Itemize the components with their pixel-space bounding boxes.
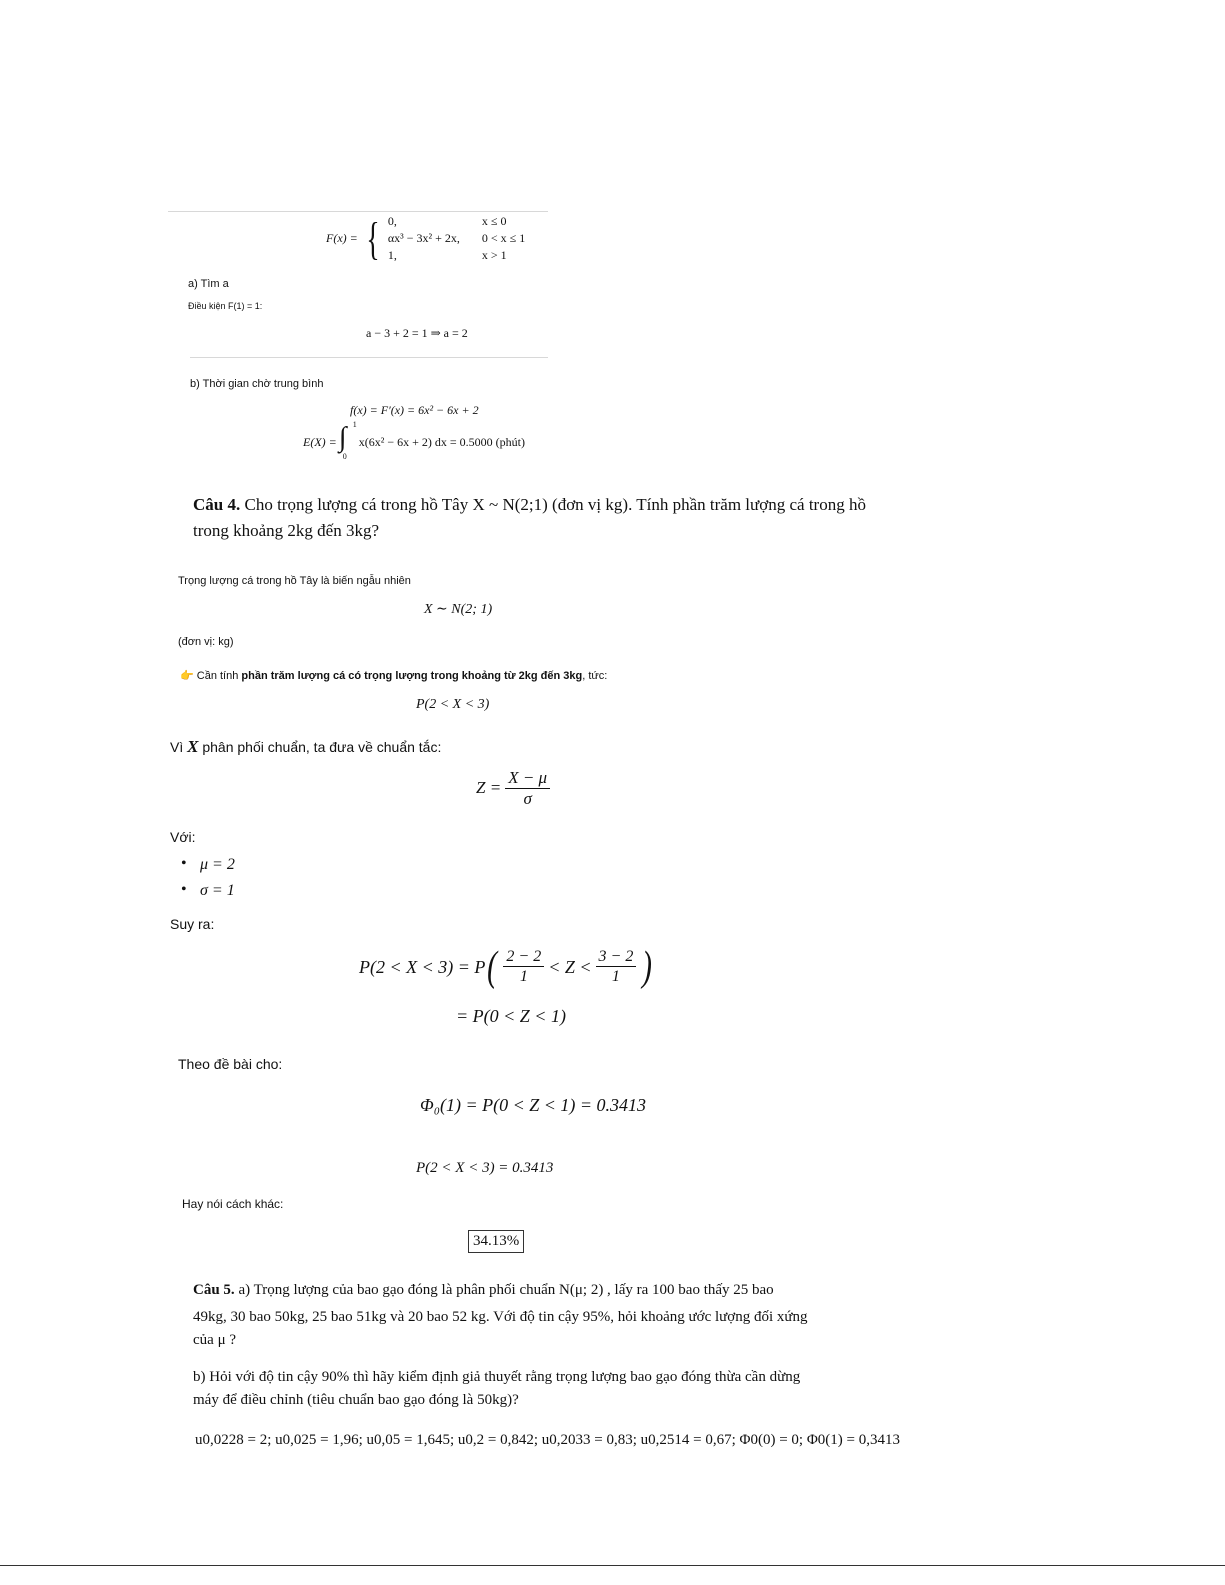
z-denominator: σ [523, 788, 532, 808]
need-compute-line [180, 669, 607, 682]
with-label: Với: [170, 829, 196, 845]
cdf-piecewise [326, 214, 525, 263]
expectation-rhs: x(6x² − 6x + 2) dx = 0.5000 (phút) [358, 434, 525, 449]
part-a-condition: Điều kiện F(1) = 1: [188, 301, 263, 311]
part-b-title: b) Thời gian chờ trung bình [190, 378, 324, 390]
fraction-lower [503, 948, 544, 987]
fraction-lower-den: 1 [519, 968, 528, 986]
case-expr: 0, [387, 214, 397, 228]
standardized-probability [359, 946, 654, 988]
distribution-formula: X ∼ N(2; 1) [424, 602, 493, 617]
z-lhs: Z = [476, 778, 502, 798]
target-probability: P(2 < X < 3) [416, 697, 490, 712]
left-paren: ( [487, 944, 498, 990]
left-brace: { [366, 212, 380, 264]
question-4-label: Câu 4. [193, 495, 241, 514]
section-divider [190, 357, 548, 358]
integral-upper: 1 [352, 420, 357, 429]
cdf-lhs: F(x) = [326, 231, 358, 245]
final-percent: 34.13% [468, 1230, 524, 1253]
part-a-solution: a − 3 + 2 = 1 ⇒ a = 2 [366, 326, 468, 340]
fraction-upper-num: 3 − 2 [596, 948, 637, 967]
expectation-lhs: E(X) = [303, 434, 337, 449]
question-5-b-line2: máy để điều chỉnh (tiêu chuẩn bao gạo đóng là 50kg)? [193, 1392, 519, 1408]
fraction-upper-den: 1 [611, 968, 620, 986]
page-bottom-border [0, 1565, 1225, 1566]
question-4-text: Cho trọng lượng cá trong hồ Tây X ~ N(2;1) (đơn vị kg). Tính phần trăm lượng cá trong hồ [244, 495, 866, 514]
question-5-line1 [193, 1282, 774, 1299]
probability-result: P(2 < X < 3) = 0.3413 [416, 1160, 554, 1176]
bullet: • [181, 881, 187, 898]
standardize-line [170, 737, 441, 757]
z-numerator: X − μ [505, 768, 550, 789]
z-fraction [505, 768, 550, 809]
case-expr: αx³ − 3x² + 2x, [387, 231, 460, 245]
integral-lower: 0 [342, 452, 347, 461]
since-variable: X [187, 737, 199, 756]
case-cond: x > 1 [481, 248, 507, 262]
eq1-middle: < Z < [548, 956, 592, 977]
case-expr: 1, [387, 248, 397, 262]
question-5-text: a) Trọng lượng của bao gạo đóng là phân phối chuẩn N(μ; 2) , lấy ra 100 bao thấy 25 bao [238, 1282, 774, 1298]
question-4-line1 [193, 495, 866, 515]
question-5-b-line1: b) Hỏi với độ tin cậy 90% thì hãy kiểm định giả thuyết rằng trọng lượng bao gạo đóng thừa cần dừng [193, 1369, 801, 1385]
eq1-lhs: P(2 < X < 3) = P [359, 956, 486, 977]
case-cond: x ≤ 0 [481, 214, 507, 228]
top-divider [168, 211, 548, 212]
z-score-formula [476, 768, 554, 809]
question-5-label: Câu 5. [193, 1282, 235, 1298]
other-words-label: Hay nói cách khác: [182, 1197, 284, 1211]
question-4-line2: trong khoảng 2kg đến 3kg? [193, 521, 380, 540]
density-formula: f(x) = F′(x) = 6x² − 6x + 2 [350, 403, 479, 417]
fraction-upper [596, 948, 637, 987]
standardized-result: = P(0 < Z < 1) [456, 1006, 566, 1026]
right-paren: ) [642, 944, 653, 990]
integral-sign: ∫ 1 0 [338, 420, 357, 461]
solution-intro: Trọng lượng cá trong hồ Tây là biến ngẫu nhiên [178, 575, 411, 587]
need-bold: phần trăm lượng cá có trọng lượng trong khoảng từ 2kg đến 3kg [241, 670, 583, 682]
expectation-formula [303, 420, 525, 461]
case-cond: 0 < x ≤ 1 [481, 231, 526, 245]
part-a-title: a) Tìm a [188, 278, 229, 290]
fraction-lower-num: 2 − 2 [503, 948, 544, 967]
question-5-line3: của μ ? [193, 1332, 237, 1348]
pointing-hand-icon: 👉 [180, 670, 194, 682]
question-5-line2: 49kg, 30 bao 50kg, 25 bao 51kg và 20 bao 52 kg. Với độ tin cậy 95%, hỏi khoảng ước lượng đối xứng [193, 1309, 808, 1325]
given-label: Theo đề bài cho: [178, 1056, 283, 1072]
need-suffix: , tức: [582, 670, 608, 682]
infer-label: Suy ra: [170, 916, 215, 932]
unit-note: (đơn vị: kg) [178, 636, 234, 648]
param-mu: μ = 2 [200, 856, 235, 873]
need-prefix: Cần tính [196, 670, 242, 682]
since-suffix: phân phối chuẩn, ta đưa về chuẩn tắc: [198, 739, 442, 755]
phi-value: Φ₀(1) = P(0 < Z < 1) = 0.3413 [420, 1095, 647, 1115]
quantile-table: u0,0228 = 2; u0,025 = 1,96; u0,05 = 1,645; u0,2 = 0,842; u0,2033 = 0,83; u0,2514 = 0,67; Φ0(0) = 0; Φ0(1) = 0,3413 [195, 1432, 901, 1448]
bullet: • [181, 855, 187, 872]
param-sigma: σ = 1 [200, 882, 235, 899]
cdf-cases [388, 214, 525, 263]
since-prefix: Vì [170, 739, 188, 755]
